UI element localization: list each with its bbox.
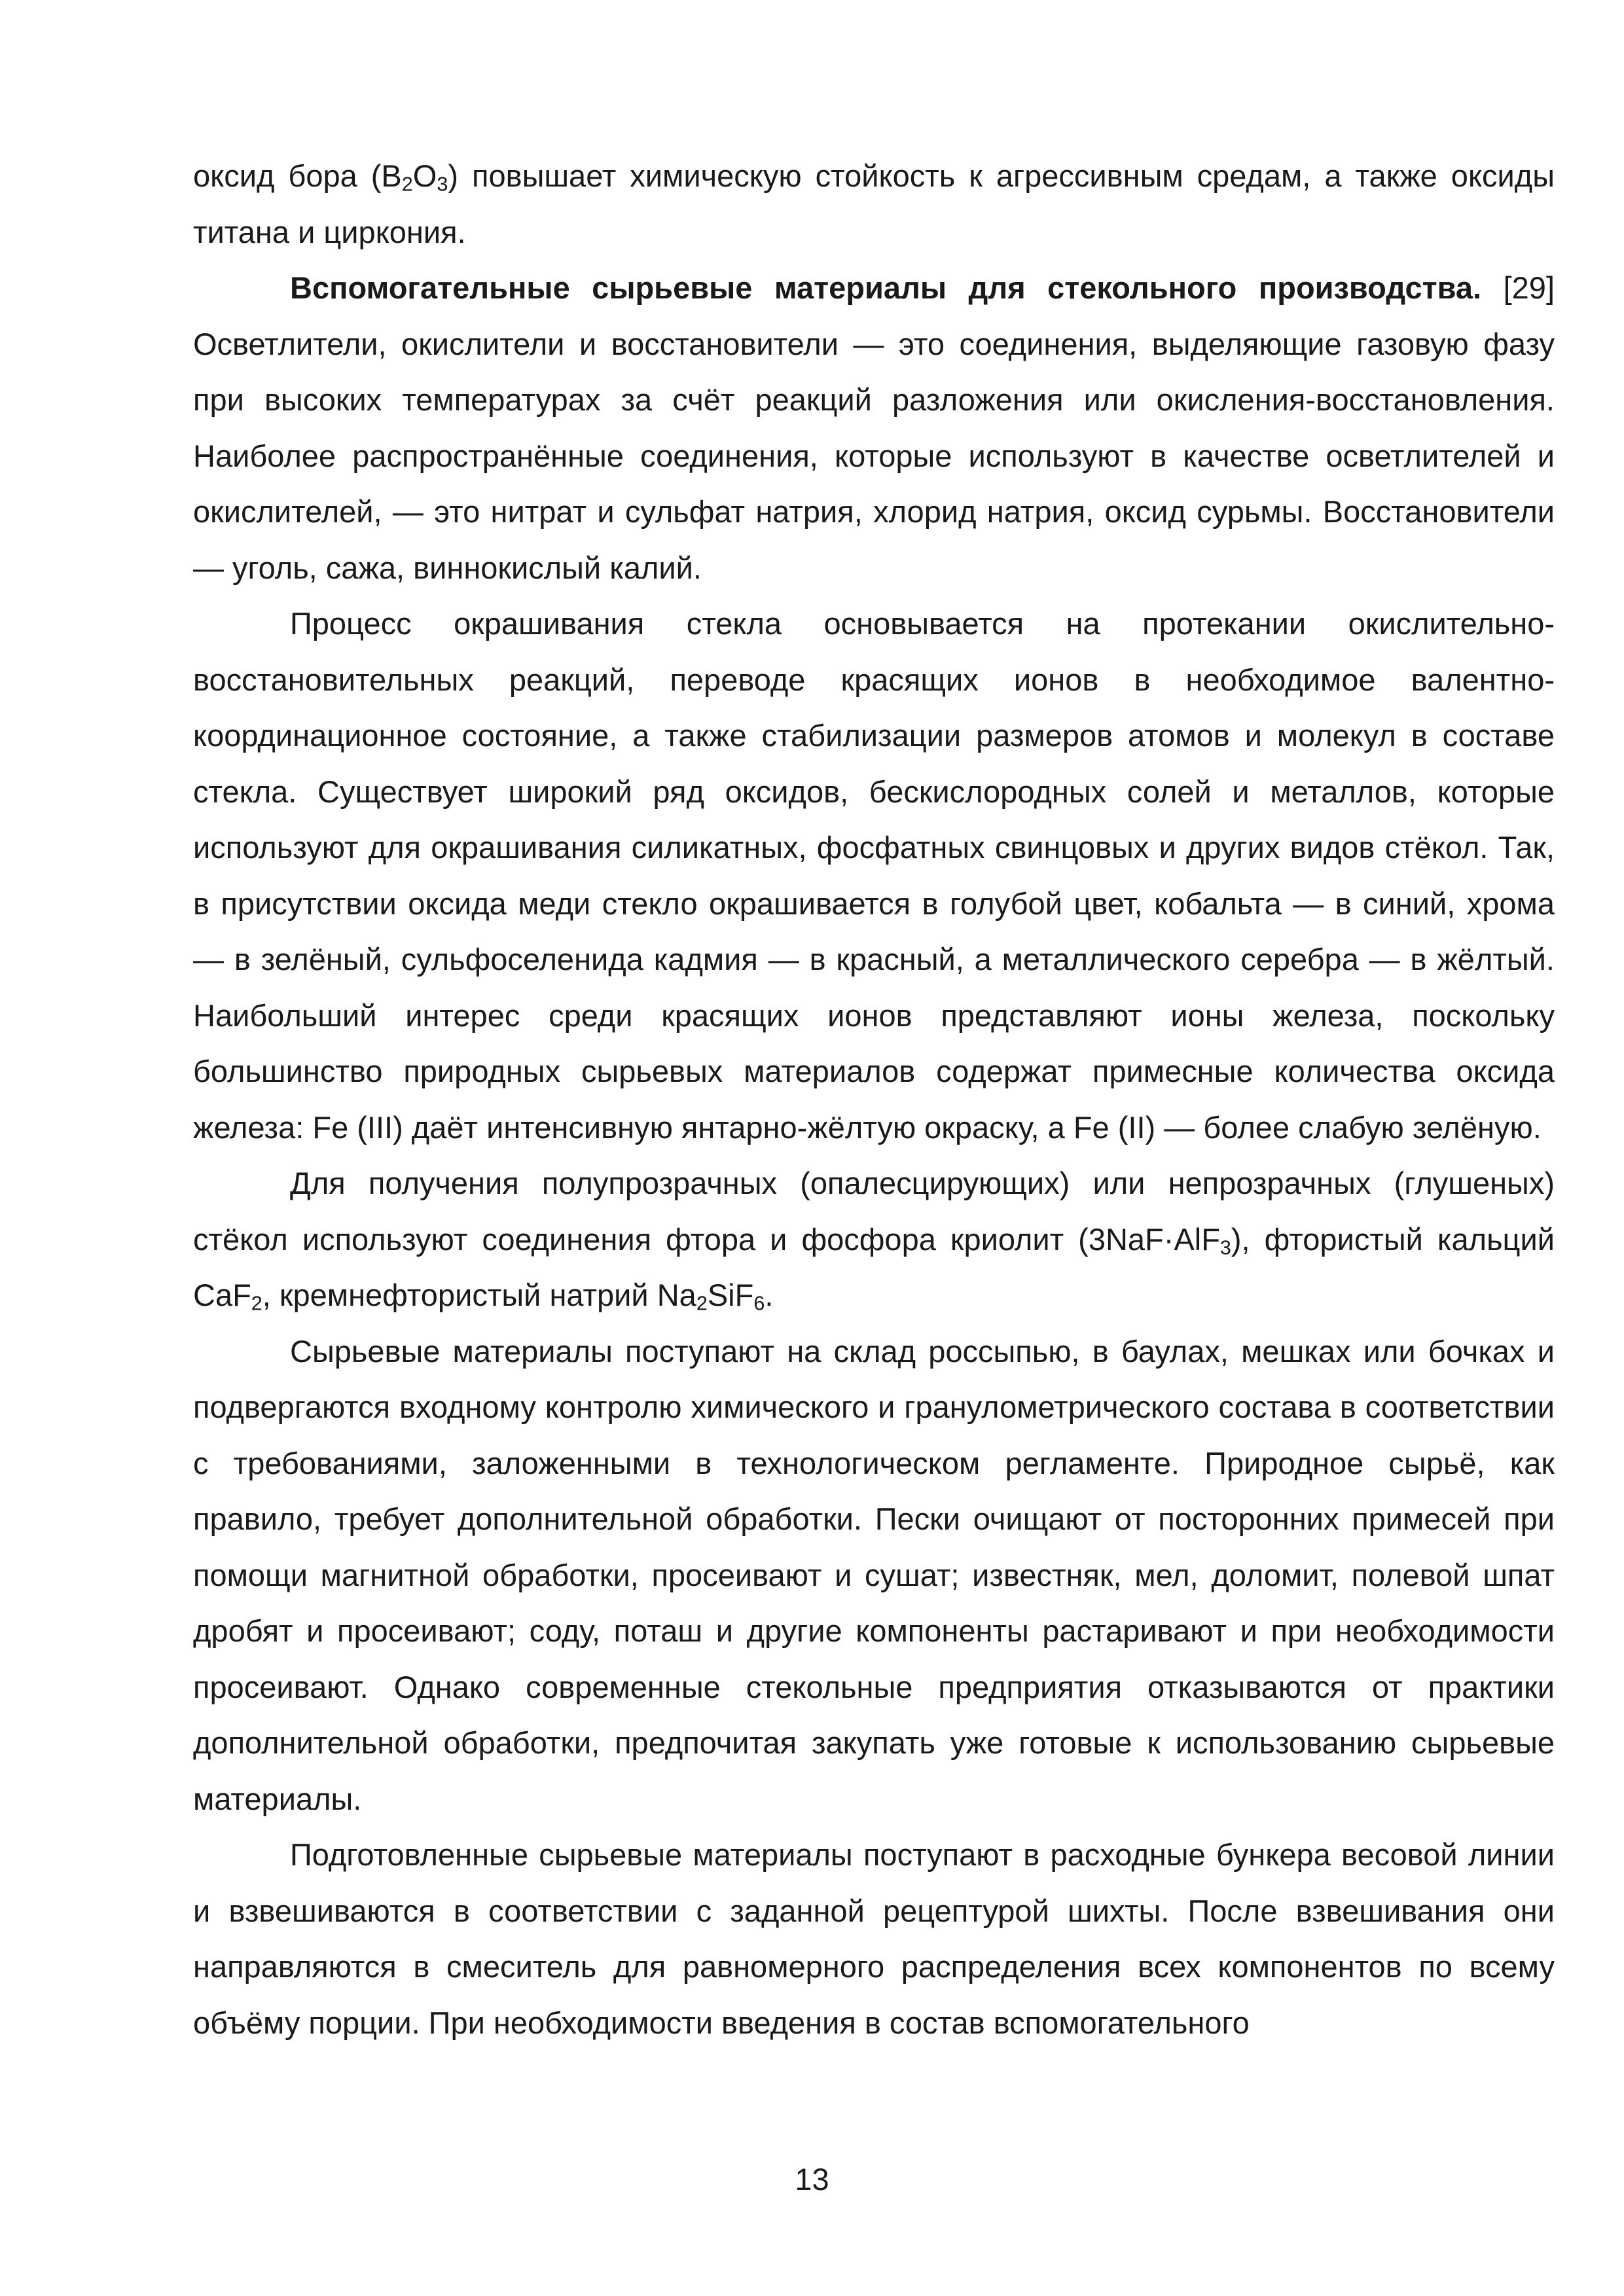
document-page: [193, 148, 1555, 2051]
page-number: 13: [795, 2162, 829, 2197]
text-run: O: [412, 158, 437, 193]
paragraph-raw-materials-storage: Сырьевые материалы поступают на склад россыпью, в баулах, мешках или бочках и подвергаются входному контролю химического и гранулометрического состава в соответствии с требованиями, заложенными в технологическом регламенте. Природное сырьё, как правило, требует дополнительной обработки. Пески очищают от посторонних примесей при помощи магнитной обработки, просеивают и сушат; известняк, мел, доломит, полевой шпат дробят и просеивают; соду, поташ и другие компоненты растаривают и при необходимости просеивают. Однако современные стекольные предприятия отказываются от практики дополнительной обработки, предпочитая закупать уже готовые к использованию сырьевые материалы.: [193, 1333, 1555, 1816]
subscript: 2: [696, 1292, 708, 1315]
paragraph-boron-oxide: [193, 148, 1555, 260]
paragraph-opal-glass: [193, 1155, 1555, 1323]
text-run: оксид бора (B: [193, 158, 402, 193]
text-run: .: [765, 1278, 774, 1312]
section-heading: Вспомогательные сырьевые материалы для стекольного производства.: [290, 270, 1482, 305]
text-run: ) повышает химическую стойкость к агрессивным средам, а также оксиды титана и циркония.: [193, 158, 1555, 249]
text-run: ), фтористый кальций CaF: [193, 1221, 1555, 1312]
subscript: 2: [401, 173, 413, 196]
subscript: 2: [251, 1292, 262, 1315]
paragraph-coloring: Процесс окрашивания стекла основывается на протекании окислительно-восстановительных реакций, переводе красящих ионов в необходимое валентно-координационное состояние, а также стабилизации размеров атомов и молекул в составе стекла. Существует широкий ряд оксидов, бескислородных солей и металлов, которые используют для окрашивания силикатных, фосфатных свинцовых и других видов стёкол. Так, в присутствии оксида меди стекло окрашивается в голубой цвет, кобальта — в синий, хрома — в зелёный, сульфоселенида кадмия — в красный, а металлического серебра — в жёлтый. Наибольший интерес среди красящих ионов представляют ионы железа, поскольку большинство природных сырьевых материалов содержат примесные количества оксида железа: Fe (III) даёт интенсивную янтарно-жёлтую окраску, а Fe (II) — более слабую зелёную.: [193, 606, 1555, 1145]
text-run: SiF: [707, 1278, 754, 1312]
text-run: Для получения полупрозрачных (опалесцирующих) или непрозрачных (глушеных) стёкол используют соединения фтора и фосфора криолит (3NaF·AlF: [193, 1166, 1555, 1257]
paragraph-weighing: Подготовленные сырьевые материалы поступают в расходные бункера весовой линии и взвешиваются в соответствии с заданной рецептурой шихты. После взвешивания они направляются в смеситель для равномерного распределения всех компонентов по всему объёму порции. При необходимости введения в состав вспомогательного: [193, 1837, 1555, 2040]
text-run: [29] Осветлители, окислители и восстановители — это соединения, выделяющие газовую фазу при высоких температурах за счёт реакций разложения или окисления-восстановления. Наиболее распространённые соединения, которые используют в качестве осветлителей и окислителей, — это нитрат и сульфат натрия, хлорид натрия, оксид сурьмы. Восстановители — уголь, сажа, виннокислый калий.: [193, 270, 1555, 585]
subscript: 6: [753, 1292, 765, 1315]
subscript: 3: [1219, 1236, 1231, 1259]
subscript: 3: [437, 173, 448, 196]
paragraph-auxiliary-materials: [193, 260, 1555, 596]
text-run: , кремнефтористый натрий Na: [262, 1278, 696, 1312]
